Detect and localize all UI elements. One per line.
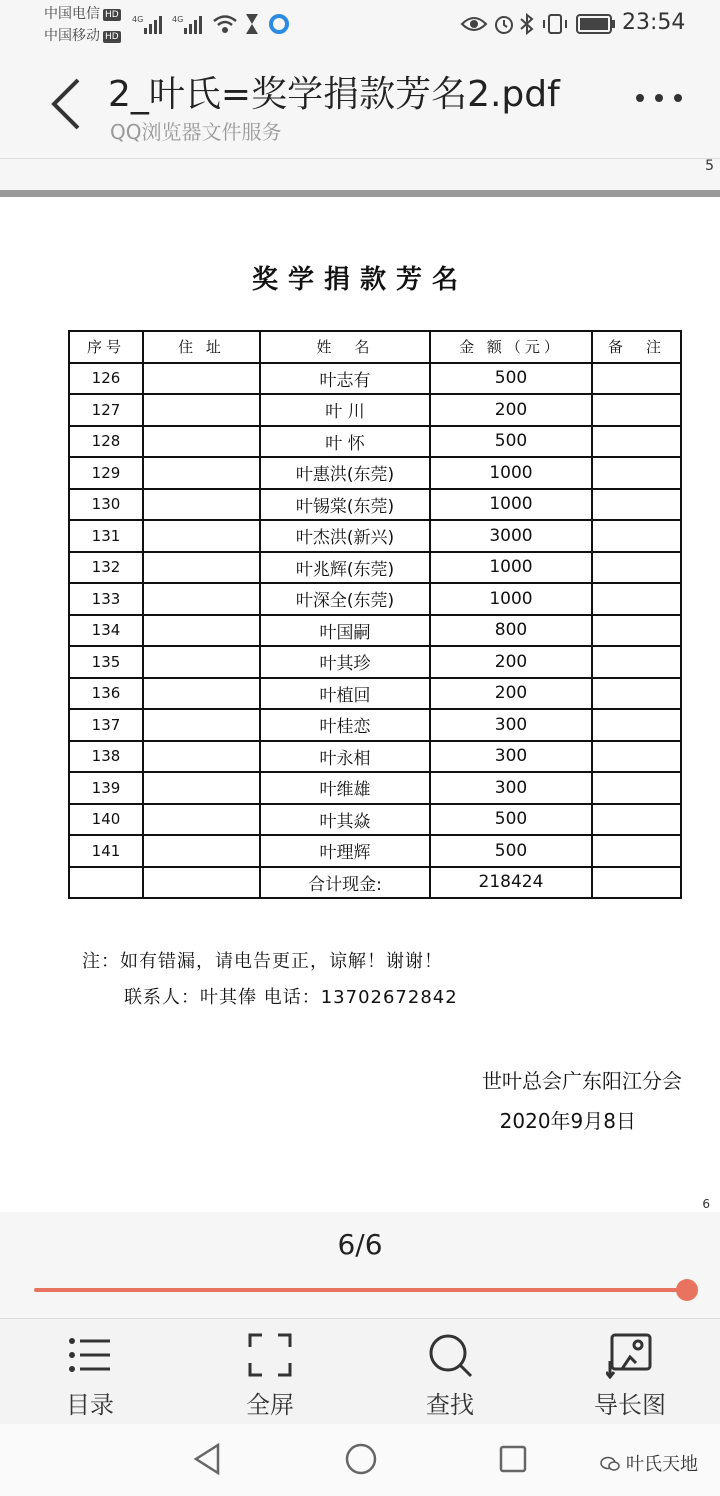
document-date: 2020年9月8日 <box>499 1109 636 1133</box>
cell-address <box>143 457 260 489</box>
cell-amount: 200 <box>430 646 592 678</box>
cell-amount: 500 <box>430 426 592 458</box>
cell-remark <box>592 804 681 836</box>
cell-address <box>143 709 260 741</box>
cell-no: 140 <box>69 804 143 836</box>
app-notification-icon <box>268 12 290 36</box>
bottom-toolbar <box>0 1318 720 1425</box>
cell-remark <box>592 552 681 584</box>
fullscreen-icon <box>246 1331 294 1379</box>
cell-address <box>143 835 260 867</box>
cell-no: 126 <box>69 363 143 395</box>
cell-address <box>143 394 260 426</box>
cell-remark <box>592 835 681 867</box>
cell-amount: 1000 <box>430 552 592 584</box>
table-row <box>69 552 681 584</box>
page-divider <box>0 190 720 197</box>
carrier-1: 中国电信 HD <box>44 6 119 22</box>
wechat-icon <box>600 1456 620 1472</box>
cell-amount: 300 <box>430 709 592 741</box>
cell-no: 132 <box>69 552 143 584</box>
page-slider-handle[interactable] <box>676 1279 698 1301</box>
battery-icon <box>576 14 616 34</box>
cell-amount: 1000 <box>430 583 592 615</box>
page-slider-track[interactable] <box>34 1288 688 1292</box>
total-row <box>69 867 681 899</box>
nav-home-icon[interactable] <box>344 1442 378 1476</box>
table-header-row <box>69 331 681 363</box>
cell-address <box>143 363 260 395</box>
cell-remark <box>592 394 681 426</box>
table-row <box>69 615 681 647</box>
cell-amount: 1000 <box>430 457 592 489</box>
total-value: 218424 <box>430 867 592 899</box>
table-row <box>69 678 681 710</box>
eye-icon <box>460 12 488 36</box>
cell-amount: 300 <box>430 741 592 773</box>
hourglass-icon <box>244 12 260 36</box>
table-row <box>69 520 681 552</box>
column-header: 序号 <box>69 331 143 363</box>
column-header: 姓 名 <box>260 331 430 363</box>
search-label: 查找 <box>426 1391 474 1419</box>
cell-amount: 3000 <box>430 520 592 552</box>
cell-address <box>143 646 260 678</box>
file-service-subtitle: QQ浏览器文件服务 <box>110 120 282 144</box>
cell-address <box>143 741 260 773</box>
column-header: 备 注 <box>592 331 681 363</box>
nav-recents-icon[interactable] <box>498 1442 528 1476</box>
app-header <box>0 48 720 159</box>
table-row <box>69 804 681 836</box>
cell-name: 叶深全(东莞) <box>260 583 430 615</box>
cell-name: 叶杰洪(新兴) <box>260 520 430 552</box>
cell-amount: 500 <box>430 363 592 395</box>
total-label: 合计现金: <box>260 867 430 899</box>
table-row <box>69 835 681 867</box>
export-image-button[interactable] <box>560 1319 700 1425</box>
svg-text:4G: 4G <box>172 15 184 24</box>
donation-table <box>68 330 682 899</box>
correction-note: 注：如有错漏，请电告更正，谅解！谢谢！ <box>82 951 443 972</box>
cell-remark <box>592 646 681 678</box>
cell-name: 叶永相 <box>260 741 430 773</box>
table-row <box>69 426 681 458</box>
table-row <box>69 489 681 521</box>
page-footer-number: 6 <box>702 1197 710 1211</box>
export-image-label: 导长图 <box>594 1391 666 1419</box>
more-options-icon[interactable] <box>634 88 684 108</box>
table-row <box>69 583 681 615</box>
cell-amount: 500 <box>430 804 592 836</box>
carrier-2: 中国移动 HD <box>44 28 119 44</box>
nav-back-icon[interactable] <box>192 1442 222 1476</box>
page-counter: 6/6 <box>337 1228 383 1261</box>
export-image-icon <box>606 1331 654 1379</box>
table-row <box>69 772 681 804</box>
toc-label: 目录 <box>66 1391 114 1419</box>
clock: 23:54 <box>622 10 686 35</box>
fullscreen-label: 全屏 <box>246 1391 294 1419</box>
cell-remark <box>592 583 681 615</box>
table-cell <box>143 867 260 899</box>
cell-remark <box>592 709 681 741</box>
back-arrow-icon[interactable] <box>44 76 92 132</box>
fullscreen-button[interactable] <box>200 1319 340 1425</box>
signal-icon <box>132 12 166 36</box>
cell-remark <box>592 772 681 804</box>
table-row <box>69 646 681 678</box>
prev-page-number: 5 <box>705 158 714 174</box>
cell-no: 139 <box>69 772 143 804</box>
cell-name: 叶 怀 <box>260 426 430 458</box>
cell-remark <box>592 426 681 458</box>
cell-amount: 200 <box>430 394 592 426</box>
cell-address <box>143 489 260 521</box>
toc-button[interactable] <box>20 1319 160 1425</box>
cell-address <box>143 520 260 552</box>
cell-name: 叶惠洪(东莞) <box>260 457 430 489</box>
table-row <box>69 457 681 489</box>
pdf-page[interactable] <box>0 197 720 1212</box>
cell-address <box>143 583 260 615</box>
cell-remark <box>592 457 681 489</box>
table-cell <box>69 867 143 899</box>
table-row <box>69 363 681 395</box>
file-title: 2_叶氏=奖学捐款芳名2.pdf <box>108 74 560 115</box>
cell-remark <box>592 520 681 552</box>
cell-address <box>143 772 260 804</box>
cell-no: 129 <box>69 457 143 489</box>
cell-amount: 1000 <box>430 489 592 521</box>
cell-name: 叶植回 <box>260 678 430 710</box>
cell-no: 128 <box>69 426 143 458</box>
contact-note: 联系人：叶其俸 电话：13702672842 <box>124 987 458 1008</box>
search-icon <box>426 1331 474 1379</box>
cell-name: 叶锡棠(东莞) <box>260 489 430 521</box>
cell-address <box>143 615 260 647</box>
cell-name: 叶理辉 <box>260 835 430 867</box>
column-header: 住 址 <box>143 331 260 363</box>
cell-name: 叶兆辉(东莞) <box>260 552 430 584</box>
cell-no: 137 <box>69 709 143 741</box>
cell-no: 135 <box>69 646 143 678</box>
list-icon <box>66 1331 114 1379</box>
cell-name: 叶 川 <box>260 394 430 426</box>
svg-text:4G: 4G <box>132 15 144 24</box>
cell-name: 叶桂恋 <box>260 709 430 741</box>
cell-name: 叶国嗣 <box>260 615 430 647</box>
cell-no: 141 <box>69 835 143 867</box>
status-bar <box>0 0 720 48</box>
table-row <box>69 394 681 426</box>
cell-amount: 200 <box>430 678 592 710</box>
cell-address <box>143 426 260 458</box>
table-row <box>69 709 681 741</box>
alarm-icon <box>492 12 516 36</box>
cell-amount: 500 <box>430 835 592 867</box>
vibrate-icon <box>540 12 570 36</box>
cell-address <box>143 678 260 710</box>
cell-remark <box>592 615 681 647</box>
cell-name: 叶其珍 <box>260 646 430 678</box>
cell-no: 134 <box>69 615 143 647</box>
cell-amount: 800 <box>430 615 592 647</box>
column-header: 金 额（元） <box>430 331 592 363</box>
cell-no: 127 <box>69 394 143 426</box>
signal-icon-2 <box>172 12 206 36</box>
cell-no: 136 <box>69 678 143 710</box>
cell-no: 130 <box>69 489 143 521</box>
cell-remark <box>592 363 681 395</box>
cell-remark <box>592 678 681 710</box>
cell-address <box>143 552 260 584</box>
table-row <box>69 741 681 773</box>
cell-remark <box>592 741 681 773</box>
table-cell <box>592 867 681 899</box>
cell-name: 叶其焱 <box>260 804 430 836</box>
wifi-icon <box>212 12 238 36</box>
search-button[interactable] <box>380 1319 520 1425</box>
cell-amount: 300 <box>430 772 592 804</box>
cell-name: 叶志有 <box>260 363 430 395</box>
cell-name: 叶维雄 <box>260 772 430 804</box>
watermark: 叶氏天地 <box>600 1450 698 1476</box>
cell-no: 133 <box>69 583 143 615</box>
document-title: 奖学捐款芳名 <box>251 265 468 295</box>
cell-remark <box>592 489 681 521</box>
cell-no: 131 <box>69 520 143 552</box>
cell-no: 138 <box>69 741 143 773</box>
cell-address <box>143 804 260 836</box>
organization-signature: 世叶总会广东阳江分会 <box>482 1069 682 1093</box>
bluetooth-icon <box>518 12 536 36</box>
